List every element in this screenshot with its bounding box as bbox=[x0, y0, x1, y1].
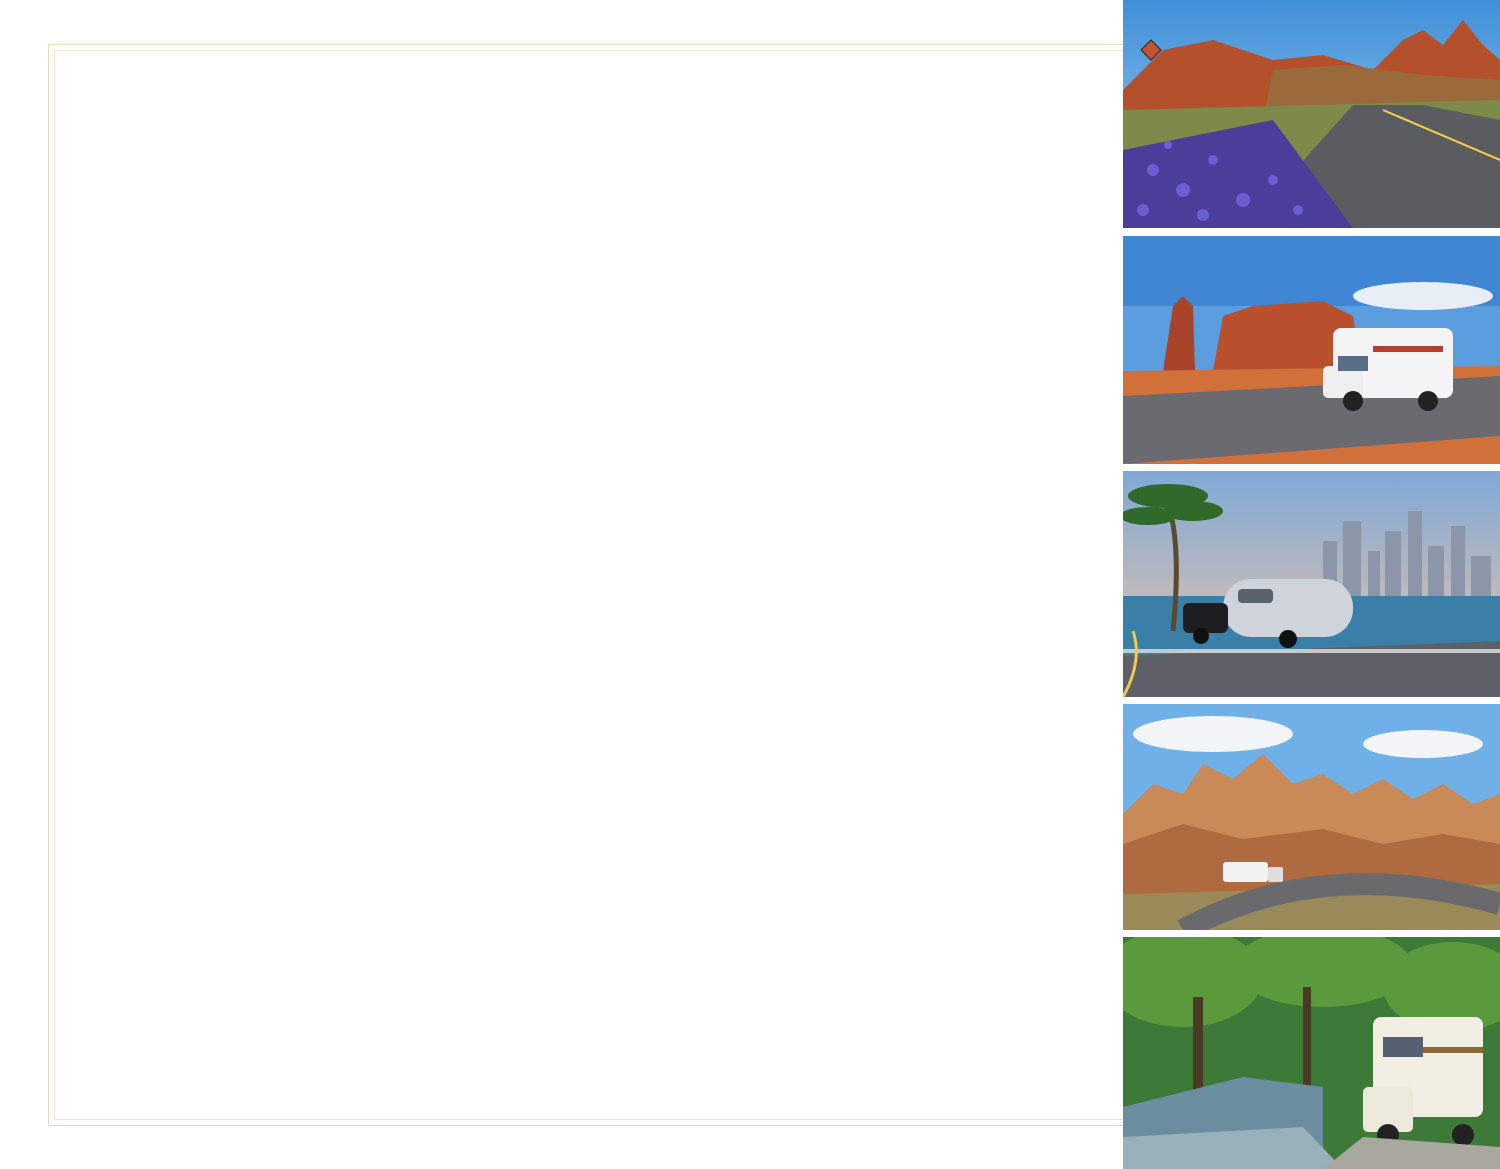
olympic-photo bbox=[1123, 937, 1500, 1169]
rv-at-monument-valley-image bbox=[1123, 236, 1500, 464]
photo-strip bbox=[1123, 0, 1500, 1169]
airstream-by-miami-skyline-image bbox=[1123, 471, 1500, 697]
rv-in-badlands-image bbox=[1123, 704, 1500, 930]
road-with-bluebonnets-image bbox=[1123, 0, 1500, 228]
rv-in-forest-image bbox=[1123, 937, 1500, 1169]
contents-column-2 bbox=[400, 186, 672, 212]
miami-photo bbox=[1123, 471, 1500, 697]
badlands-photo bbox=[1123, 704, 1500, 930]
monument-valley-photo bbox=[1123, 236, 1500, 464]
big-bend-photo bbox=[1123, 0, 1500, 228]
